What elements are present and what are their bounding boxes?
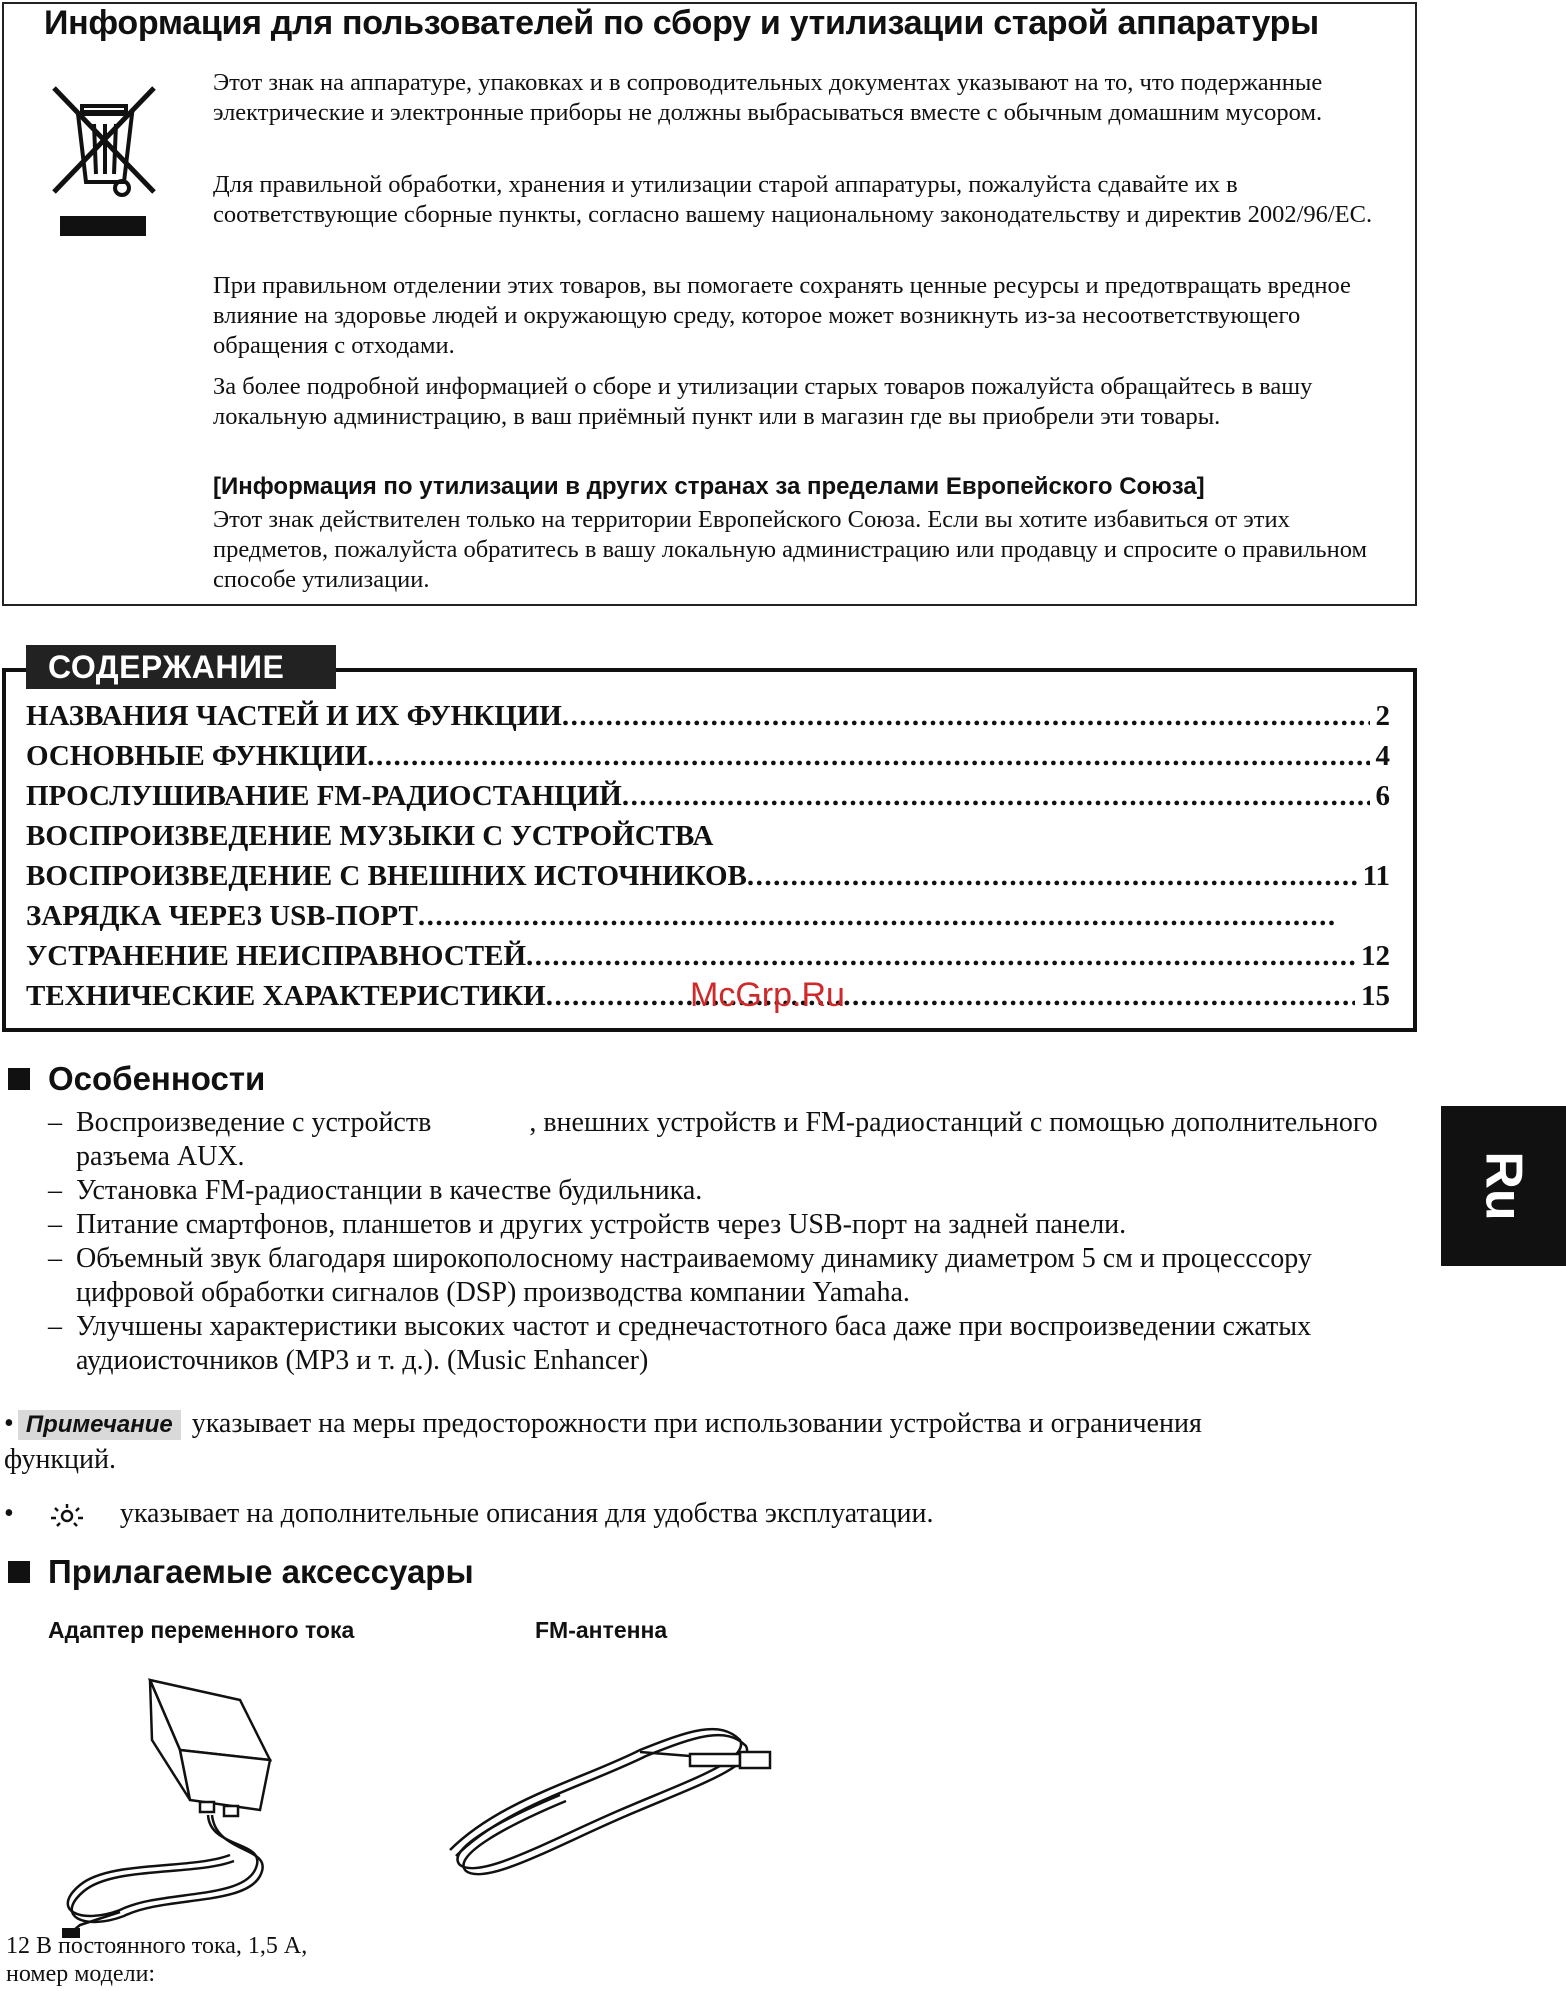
tip-icon <box>47 1502 87 1530</box>
toc-item-device-music[interactable] <box>26 820 713 856</box>
toc-item-page: 11 <box>1362 860 1390 892</box>
language-tab: Ru <box>1441 1106 1566 1266</box>
square-bullet-icon <box>8 1561 30 1583</box>
toc-item-label: ВОСПРОИЗВЕДЕНИЕ МУЗЫКИ С УСТРОЙСТВА <box>26 820 714 852</box>
toc-item-label: ОСНОВНЫЕ ФУНКЦИИ <box>26 740 368 772</box>
tip-explanation: • указывает на дополнительные описания для удобства эксплуатации. <box>4 1498 934 1529</box>
feature-item: – Установка FM-радиостанции в качестве будильника. <box>48 1175 703 1206</box>
toc-item-fm[interactable] <box>26 780 1390 816</box>
feature-item: – Улучшены характеристики высоких частот и среднечастотного баса даже при воспроизведении сжатых аудиоисточников (MP3 и т. д.). (Music Enhancer) <box>48 1311 1312 1376</box>
toc-item-page: 12 <box>1361 940 1390 972</box>
weee-note-text: Этот знак действителен только на территории Европейского Союза. Если вы хотите избавиться от этих предметов, пожалуйста обратитесь в вашу локальную администрацию или продавцу и спросите о правильном способе утилизации. <box>213 506 1367 593</box>
crossed-bin-icon <box>50 84 160 236</box>
toc-item-basic[interactable] <box>26 740 1390 776</box>
adapter-label: Адаптер переменного тока <box>48 1617 355 1643</box>
ac-adapter-illustration <box>40 1650 280 1940</box>
toc-item-page: 2 <box>1375 700 1390 732</box>
toc-item-label: ВОСПРОИЗВЕДЕНИЕ С ВНЕШНИХ ИСТОЧНИКОВ <box>26 860 747 892</box>
weee-paragraph-3: При правильном отделении этих товаров, вы помогаете сохранять ценные ресурсы и предотвращать вредное влияние на здоровье людей и окружающую среду, которое может возникнуть из-за несоответствующего обращения с отходами. <box>213 272 1351 359</box>
toc-item-label: ТЕХНИЧЕСКИЕ ХАРАКТЕРИСТИКИ <box>26 980 546 1012</box>
toc-item-external[interactable] <box>26 860 1390 896</box>
toc-heading: СОДЕРЖАНИЕ <box>26 645 336 689</box>
note-explanation: • Примечание указывает на меры предосторожности при использовании устройства и ограничения функций. <box>4 1408 1202 1475</box>
square-bullet-icon <box>8 1068 30 1090</box>
features-heading: Особенности <box>8 1060 265 1098</box>
fm-antenna-illustration <box>440 1700 780 1890</box>
watermark: McGrp.Ru <box>690 976 845 1014</box>
adapter-caption-line-1: 12 В постоянного тока, 1,5 А, <box>6 1933 308 1959</box>
feature-item: – Питание смартфонов, планшетов и других устройств через USB-порт на задней панели. <box>48 1209 1127 1240</box>
toc-item-label: НАЗВАНИЯ ЧАСТЕЙ И ИХ ФУНКЦИИ <box>26 700 562 732</box>
note-badge: Примечание <box>18 1410 181 1440</box>
toc-item-label: УСТРАНЕНИЕ НЕИСПРАВНОСТЕЙ <box>26 940 527 972</box>
weee-paragraph-1: Этот знак на аппаратуре, упаковках и в сопроводительных документах указывают на то, что подержанные электрические и электронные приборы не должны выбрасываться вместе с обычным домашним мусором. <box>213 69 1323 126</box>
toc-item-label: ЗАРЯДКА ЧЕРЕЗ USB-ПОРТ <box>26 900 418 932</box>
feature-item: – Воспроизведение с устройств , внешних устройств и FM-радиостанций с помощью дополнительного разъема AUX. <box>48 1107 1385 1172</box>
weee-title: Информация для пользователей по сбору и утилизации старой аппаратуры <box>44 4 1319 42</box>
weee-paragraph-2: Для правильной обработки, хранения и утилизации старой аппаратуры, пожалуйста сдавайте их в соответствующие сборные пункты, согласно вашему национальному законодательству и директив 2002/96/EC. <box>213 171 1373 228</box>
feature-item: – Объемный звук благодаря широкополосному настраиваемому динамику диаметром 5 см и процесссору цифровой обработки сигналов (DSP) производства компании Yamaha. <box>48 1243 1312 1308</box>
accessories-heading: Прилагаемые аксессуары <box>8 1553 474 1591</box>
toc-item-page: 4 <box>1375 740 1390 772</box>
toc-item-parts[interactable] <box>26 700 1390 736</box>
toc-item-troubleshooting[interactable] <box>26 940 1390 976</box>
toc-item-usb[interactable] <box>26 900 1336 936</box>
adapter-caption-line-2: номер модели: <box>6 1961 156 1987</box>
weee-paragraph-4: За более подробной информацией о сборе и утилизации старых товаров пожалуйста обращайтесь в вашу локальную администрацию, в ваш приёмный пункт или в магазин где вы приобрели эти товары. <box>213 373 1313 430</box>
toc-item-label: ПРОСЛУШИВАНИЕ FM-РАДИОСТАНЦИЙ <box>26 780 622 812</box>
toc-item-page: 6 <box>1375 780 1390 812</box>
toc-item-page: 15 <box>1361 980 1390 1012</box>
antenna-label: FM-антенна <box>535 1617 668 1643</box>
weee-note-title: [Информация по утилизации в других странах за пределами Европейского Союза] <box>213 473 1205 500</box>
